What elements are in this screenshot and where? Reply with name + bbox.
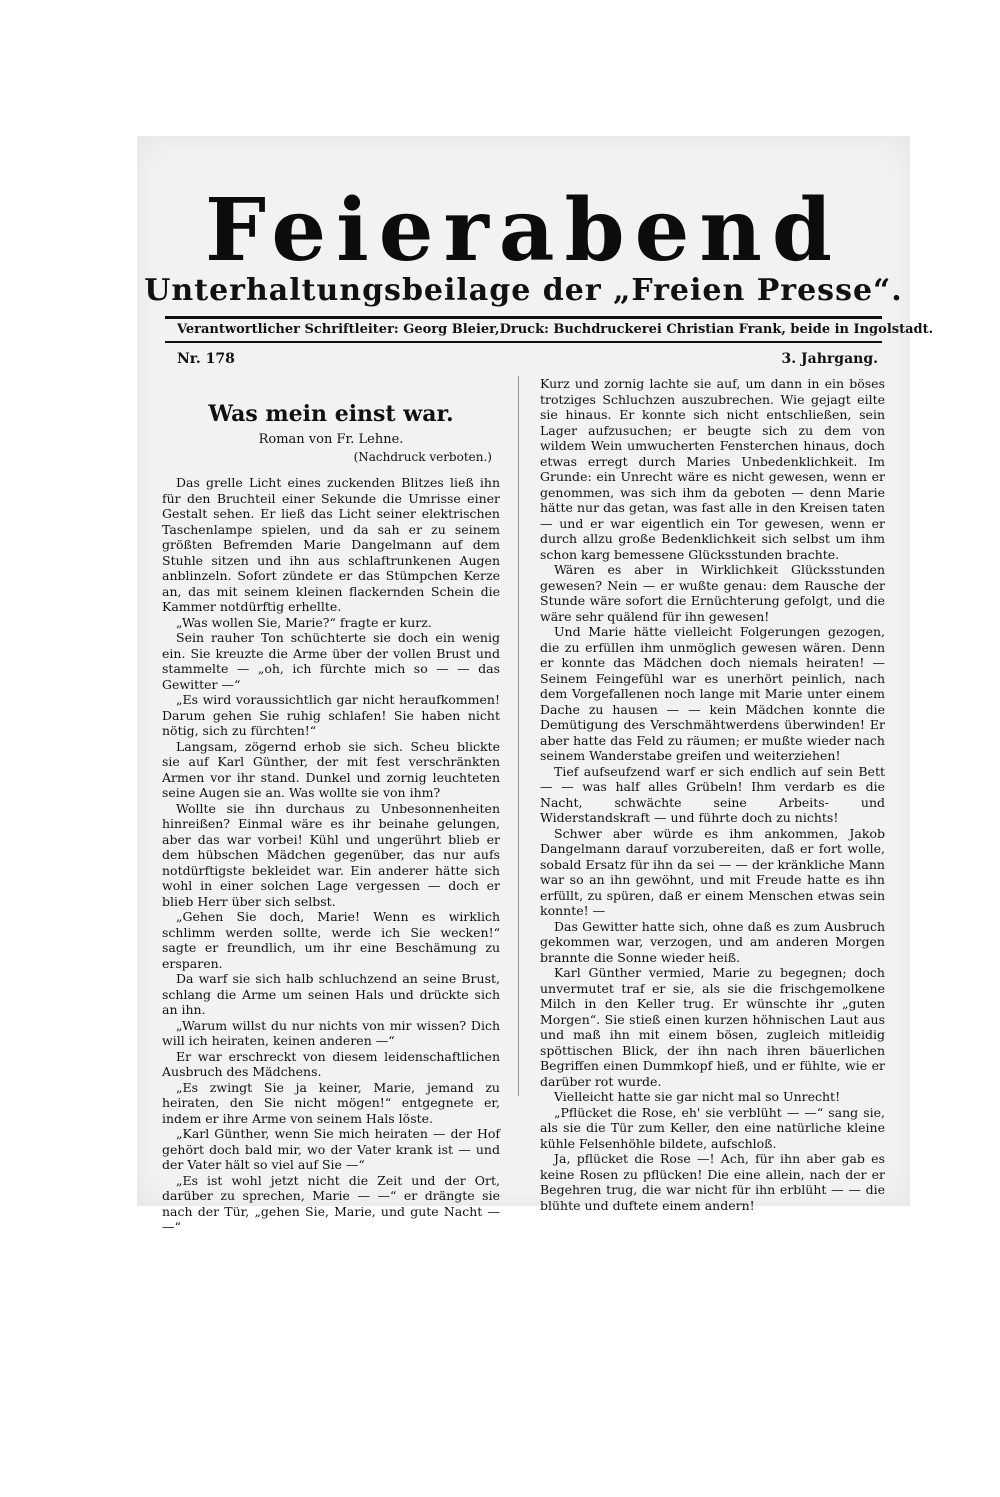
- issue-line: [177, 351, 878, 367]
- masthead-rule-top: [165, 316, 882, 319]
- paragraph: Ja, pflücket die Rose —! Ach, für ihn aber gab es keine Rosen zu pflücken! Die eine allein, nach der er Begehren trug, die war nicht für ihn erblüht — — die blühte und duftete einem andern!: [540, 1151, 885, 1213]
- column-divider: [518, 376, 519, 1096]
- story-byline: Roman von Fr. Lehne.: [258, 432, 404, 448]
- story-title: Was mein einst war.: [208, 401, 454, 427]
- imprint-editor: Verantwortlicher Schriftleiter: Georg Bleier,: [177, 322, 500, 337]
- paragraph: Und Marie hätte vielleicht Folgerungen gezogen, die zu erfüllen ihm unmöglich gewesen wären. Denn er konnte das Mädchen doch niemals heiraten! — Seinem Feingefühl war es unerhört peinlich, nach dem Vorgefallenen noch lange mit Marie unter einem Dache zu hausen — — kein Mädchen konnte die Demütigung des Verschmähtwerdens überwinden! Er aber hatte das Feld zu räumen; er mußte wieder nach seinem Wanderstabe greifen und weiterziehen!: [540, 624, 885, 763]
- paragraph: Tief aufseufzend warf er sich endlich auf sein Bett — — was half alles Grübeln! Ihm verdarb es die Nacht, schwächte seine Arbeits- und Widerstandskraft — und führte doch zu nichts!: [540, 763, 885, 825]
- paragraph: Karl Günther vermied, Marie zu begegnen; doch unvermutet traf er sie, als sie die frischgemolkene Milch in den Keller trug. Er wünschte ihr „guten Morgen“. Sie stieß einen kurzen höhnischen Laut aus und maß ihn mit einem bösen, zugleich mitleidig spöttischen Blick, der ihn nach ihren bäuerlichen Begriffen einen Dummkopf hieß, und er fühlte, wie er darüber rot wurde.: [540, 965, 885, 1089]
- paragraph: Da warf sie sich halb schluchzend an seine Brust, schlang die Arme um seinen Hals und drückte sich an ihn.: [162, 971, 500, 1018]
- paragraph: „Was wollen Sie, Marie?“ fragte er kurz.: [176, 614, 432, 630]
- paragraph: Das grelle Licht eines zuckenden Blitzes ließ ihn für den Bruchteil einer Sekunde die Umrisse einer Gestalt sehen. Er ließ das Licht seiner elektrischen Taschenlampe spielen, und da sah er zu seinem größten Befremden Marie Dangelmann auf dem Stuhle sitzen und ihn aus schlaftrunkenen Augen anblinzeln. Sofort zündete er das Stümpchen Kerze an, das mit seinem kleinen flackernden Schein die Kammer notdürftig erhellte.: [162, 475, 500, 615]
- paragraph: Wollte sie ihn durchaus zu Unbesonnenheiten hinreißen? Einmal wäre es ihr beinahe gelungen, aber das war vorbei! Kühl und ungerührt blieb er dem hübschen Mädchen gegenüber, das nur aufs notdürftigste bekleidet war. Ein anderer hätte sich wohl in einer solchen Lage vergessen — doch er blieb Herr über sich selbst.: [162, 800, 500, 909]
- issue-volume: 3. Jahrgang.: [781, 351, 878, 367]
- right-column: [540, 376, 885, 1213]
- masthead-rule-bottom: [165, 341, 882, 343]
- imprint-printer: Druck: Buchdruckerei Christian Frank, beide in Ingolstadt.: [499, 322, 934, 337]
- paragraph: „Es ist wohl jetzt nicht die Zeit und der Ort, darüber zu sprechen, Marie — —“ er drängte sie nach der Tür, „gehen Sie, Marie, und gute Nacht — —“: [162, 1172, 500, 1235]
- paragraph: Sein rauher Ton schüchterte sie doch ein wenig ein. Sie kreuzte die Arme über der vollen Brust und stammelte — „oh, ich fürchte mich so — — das Gewitter —“: [162, 630, 500, 692]
- paragraph: „Es wird voraussichtlich gar nicht heraufkommen! Darum gehen Sie ruhig schlafen! Sie haben nicht nötig, sich zu fürchten!“: [162, 692, 500, 739]
- paragraph: Langsam, zögernd erhob sie sich. Scheu blickte sie auf Karl Günther, der mit fest verschränkten Armen vor ihr stand. Dunkel und zornig leuchteten seine Augen sie an. Was wollte sie von ihm?: [162, 738, 500, 801]
- reprint-notice: (Nachdruck verboten.): [353, 449, 492, 464]
- paragraph: Schwer aber würde es ihm ankommen, Jakob Dangelmann darauf vorzubereiten, daß er fort wolle, sobald Ersatz für ihn da sei — — der kränkliche Mann war so an ihn gewöhnt, und mit Freude hatte es ihn erfüllt, zu spüren, daß er einem Menschen etwas sein konnte! —: [540, 825, 885, 918]
- paragraph: „Gehen Sie doch, Marie! Wenn es wirklich schlimm werden sollte, werde ich Sie wecken!“ sagte er freundlich, um ihr eine Beschämung zu ersparen.: [162, 909, 500, 971]
- paragraph: Kurz und zornig lachte sie auf, um dann in ein böses trotziges Schluchzen auszubrechen. Wie gejagt eilte sie hinaus. Er konnte sich nicht entschließen, sein Lager aufzusuchen; er beugte sich zu dem von wildem Wein umwucherten Fensterchen hinaus, doch etwas erregt durch Maries Unbedenklichkeit. Im Grunde: ein Unrecht wäre es nicht gewesen, wenn er genommen, was sich ihm da geboten — denn Marie hätte nur das getan, was fast alle in den Kreisen taten — und er war eigentlich ein Tor gewesen, wenn er durch allzu große Bedenklichkeit sich selbst um ihm schon karg bemessene Glücksstunden brachte.: [540, 376, 885, 562]
- paragraph: „Warum willst du nur nichts von mir wissen? Dich will ich heiraten, keinen anderen —“: [162, 1017, 500, 1049]
- masthead-title: Feierabend: [205, 180, 842, 281]
- paragraph: Er war erschreckt von diesem leidenschaftlichen Ausbruch des Mädchens.: [162, 1048, 500, 1080]
- paragraph: „Karl Günther, wenn Sie mich heiraten — der Hof gehört doch bald mir, wo der Vater krank ist — und der Vater hält so viel auf Sie —“: [162, 1126, 500, 1173]
- imprint-line: [177, 322, 934, 337]
- paragraph: Das Gewitter hatte sich, ohne daß es zum Ausbruch gekommen war, verzogen, und am anderen Morgen brannte die Sonne wieder heiß.: [540, 918, 885, 965]
- paragraph: Vielleicht hatte sie gar nicht mal so Unrecht!: [554, 1089, 841, 1104]
- masthead-subtitle: Unterhaltungsbeilage der „Freien Presse“.: [144, 273, 903, 308]
- issue-number: Nr. 178: [177, 351, 235, 367]
- left-column: [162, 376, 500, 1235]
- newspaper-page: [137, 136, 934, 1235]
- paragraph: „Pflücket die Rose, eh' sie verblüht — —“ sang sie, als sie die Tür zum Keller, den eine natürliche kleine kühle Felsenhöhle bildete, aufschloß.: [540, 1104, 885, 1151]
- paragraph: Wären es aber in Wirklichkeit Glücksstunden gewesen? Nein — er wußte genau: dem Rausche der Stunde wäre sofort die Ernüchterung gefolgt, und die wäre sehr quälend für ihn gewesen!: [540, 562, 885, 624]
- paragraph: „Es zwingt Sie ja keiner, Marie, jemand zu heiraten, den Sie nicht mögen!“ entgegnete er, indem er ihre Arme von seinem Hals löste.: [162, 1079, 500, 1126]
